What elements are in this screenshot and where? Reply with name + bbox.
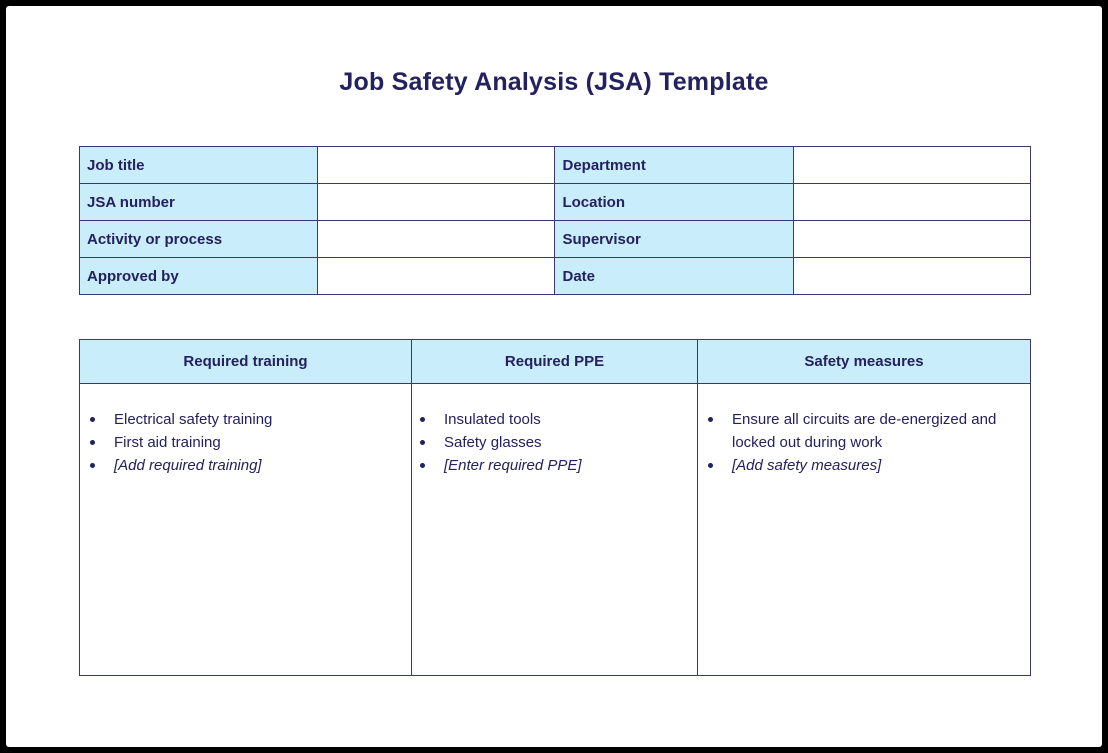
table-row: [80, 258, 1031, 295]
bullet-icon: [708, 463, 713, 468]
location-field[interactable]: [793, 184, 1030, 221]
list-item-text: [Enter required PPE]: [444, 457, 582, 474]
list-item-text: [Add safety measures]: [732, 457, 882, 474]
list-item-placeholder: [706, 454, 1020, 477]
bullet-icon: [90, 417, 95, 422]
bullet-icon: [90, 463, 95, 468]
supervisor-field[interactable]: [793, 221, 1030, 258]
jsa-number-label: JSA number: [80, 184, 318, 221]
required-training-header: Required training: [80, 340, 412, 384]
location-label: Location: [555, 184, 793, 221]
table-header-row: [80, 340, 1031, 384]
list-item-placeholder: [88, 454, 401, 477]
table-row: [80, 184, 1031, 221]
list-item-text: Safety glasses: [444, 434, 542, 451]
page-title: Job Safety Analysis (JSA) Template: [339, 68, 769, 96]
table-row: [80, 384, 1031, 676]
activity-label: Activity or process: [80, 221, 318, 258]
required-training-list: [80, 384, 411, 477]
supervisor-label: Supervisor: [555, 221, 793, 258]
table-row: [80, 221, 1031, 258]
document-page: [6, 6, 1102, 747]
approved-by-field[interactable]: [318, 258, 555, 295]
requirements-table: [79, 339, 1031, 676]
date-field[interactable]: [793, 258, 1030, 295]
bullet-icon: [90, 440, 95, 445]
jsa-number-field[interactable]: [318, 184, 555, 221]
bullet-icon: [708, 417, 713, 422]
list-item: [88, 431, 401, 454]
safety-measures-cell[interactable]: [698, 384, 1031, 676]
list-item-placeholder: [418, 454, 687, 477]
safety-measures-header: Safety measures: [698, 340, 1031, 384]
job-title-label: Job title: [80, 147, 318, 184]
department-field[interactable]: [793, 147, 1030, 184]
approved-by-label: Approved by: [80, 258, 318, 295]
date-label: Date: [555, 258, 793, 295]
safety-measures-list: [698, 384, 1030, 477]
list-item-text: First aid training: [114, 434, 221, 451]
job-title-field[interactable]: [318, 147, 555, 184]
list-item-text: Ensure all circuits are de-energized and locked out during work: [732, 411, 997, 451]
table-row: [80, 147, 1031, 184]
list-item: [418, 408, 687, 431]
bullet-icon: [420, 463, 425, 468]
required-ppe-header: Required PPE: [412, 340, 698, 384]
list-item-text: [Add required training]: [114, 457, 262, 474]
department-label: Department: [555, 147, 793, 184]
list-item-text: Insulated tools: [444, 411, 541, 428]
required-ppe-cell[interactable]: [412, 384, 698, 676]
list-item-text: Electrical safety training: [114, 411, 273, 428]
bullet-icon: [420, 417, 425, 422]
bullet-icon: [420, 440, 425, 445]
activity-field[interactable]: [318, 221, 555, 258]
required-training-cell[interactable]: [80, 384, 412, 676]
job-info-table: [79, 146, 1031, 295]
required-ppe-list: [412, 384, 697, 477]
list-item: [418, 431, 687, 454]
list-item: [88, 408, 401, 431]
list-item: [706, 408, 1020, 454]
